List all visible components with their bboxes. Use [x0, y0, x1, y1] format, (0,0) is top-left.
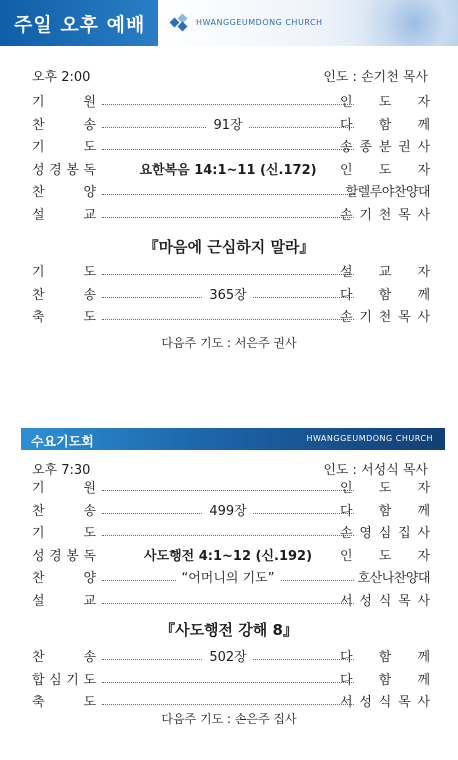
order-label: 성 경 봉 독 [32, 162, 96, 178]
order-person: 손 기 천 목 사 [340, 310, 430, 325]
wednesday-next-prayer: 다음주 기도 : 손은주 집사 [161, 712, 297, 726]
order-row [32, 184, 430, 202]
order-person: 인 도 자 [340, 162, 430, 178]
wednesday-time: 오후 7:30 [32, 463, 91, 478]
order-row [32, 162, 430, 180]
order-person: 손 기 천 목 사 [340, 207, 430, 223]
order-detail: 365장 [203, 288, 252, 303]
order-label: 찬 양 [32, 185, 96, 200]
afternoon-banner [0, 0, 458, 46]
afternoon-sermon-title: 『마음에 근심하지 말라』 [143, 238, 315, 256]
wednesday-leader: 인도 : 서성식 목사 [323, 463, 428, 478]
order-label: 찬 송 [32, 287, 96, 303]
wednesday-sermon-title: 『사도행전 강해 8』 [160, 621, 298, 639]
dot-leader [102, 682, 354, 683]
order-person: 송 종 분 권 사 [340, 140, 430, 155]
order-label: 기 원 [32, 95, 96, 110]
order-row [32, 503, 430, 521]
dot-leader [102, 149, 354, 150]
order-label: 축 도 [32, 695, 96, 710]
dot-leader [102, 104, 354, 105]
order-row [32, 264, 430, 282]
order-row [32, 309, 430, 327]
order-detail: 502장 [203, 650, 252, 665]
order-row [32, 117, 430, 135]
church-name: HWANGGEUMDONG CHURCH [196, 18, 323, 27]
order-person: 설 교 자 [340, 265, 430, 280]
order-row [32, 480, 430, 498]
order-detail: 사도행전 4:1~12 (신.192) [138, 549, 318, 564]
order-label: 찬 송 [32, 503, 96, 519]
afternoon-next-prayer: 다음주 기도 : 서은주 권사 [161, 336, 297, 350]
afternoon-leader: 인도 : 손기천 목사 [323, 70, 428, 85]
order-person: 인 도 자 [340, 95, 430, 110]
order-person: 다 함 께 [340, 287, 430, 303]
order-detail: 요한복음 14:1~11 (신.172) [133, 163, 322, 178]
order-person: 다 함 께 [340, 672, 430, 688]
order-person: 서 성 식 목 사 [340, 695, 430, 710]
order-row [32, 94, 430, 112]
order-detail: “어머니의 기도” [176, 571, 281, 586]
wednesday-banner [21, 428, 445, 450]
order-person: 다 함 께 [340, 650, 430, 665]
order-label: 찬 양 [32, 571, 96, 586]
diamond-logo-icon [171, 14, 189, 32]
dot-leader [102, 217, 354, 218]
order-row [32, 593, 430, 611]
order-row [32, 672, 430, 690]
dot-leader [102, 603, 354, 604]
order-person: 인 도 자 [340, 548, 430, 564]
afternoon-title: 주일 오후 예배 [14, 14, 146, 36]
order-label: 합 심 기 도 [32, 672, 96, 688]
order-label: 기 도 [32, 526, 96, 541]
order-label: 기 도 [32, 140, 96, 155]
order-label: 성 경 봉 독 [32, 548, 96, 564]
church-name: HWANGGEUMDONG CHURCH [306, 434, 433, 443]
order-person: 다 함 께 [340, 117, 430, 133]
order-person: 호산나찬양대 [357, 571, 430, 586]
order-label: 설 교 [32, 593, 96, 609]
order-label: 기 도 [32, 265, 96, 280]
afternoon-time: 오후 2:00 [32, 70, 91, 85]
order-label: 설 교 [32, 207, 96, 223]
flower-decoration [348, 0, 458, 46]
order-row [32, 139, 430, 157]
dot-leader [102, 319, 354, 320]
order-person: 손 영 심 집 사 [340, 526, 430, 541]
dot-leader [102, 194, 354, 195]
order-row [32, 207, 430, 225]
dot-leader [102, 490, 354, 491]
order-label: 찬 송 [32, 117, 96, 133]
order-person: 할렐루야찬양대 [345, 185, 430, 200]
dot-leader [102, 704, 354, 705]
order-person: 다 함 께 [340, 503, 430, 519]
order-row [32, 570, 430, 588]
order-label: 기 원 [32, 481, 96, 496]
order-detail: 91장 [207, 118, 248, 133]
order-label: 찬 송 [32, 650, 96, 665]
order-row [32, 287, 430, 305]
wednesday-title: 수요기도회 [31, 435, 94, 450]
dot-leader [102, 535, 354, 536]
dot-leader [102, 274, 354, 275]
order-label: 축 도 [32, 310, 96, 325]
order-row [32, 649, 430, 667]
order-person: 서 성 식 목 사 [340, 593, 430, 609]
order-detail: 499장 [203, 504, 252, 519]
order-row [32, 525, 430, 543]
order-person: 인 도 자 [340, 481, 430, 496]
order-row [32, 548, 430, 566]
